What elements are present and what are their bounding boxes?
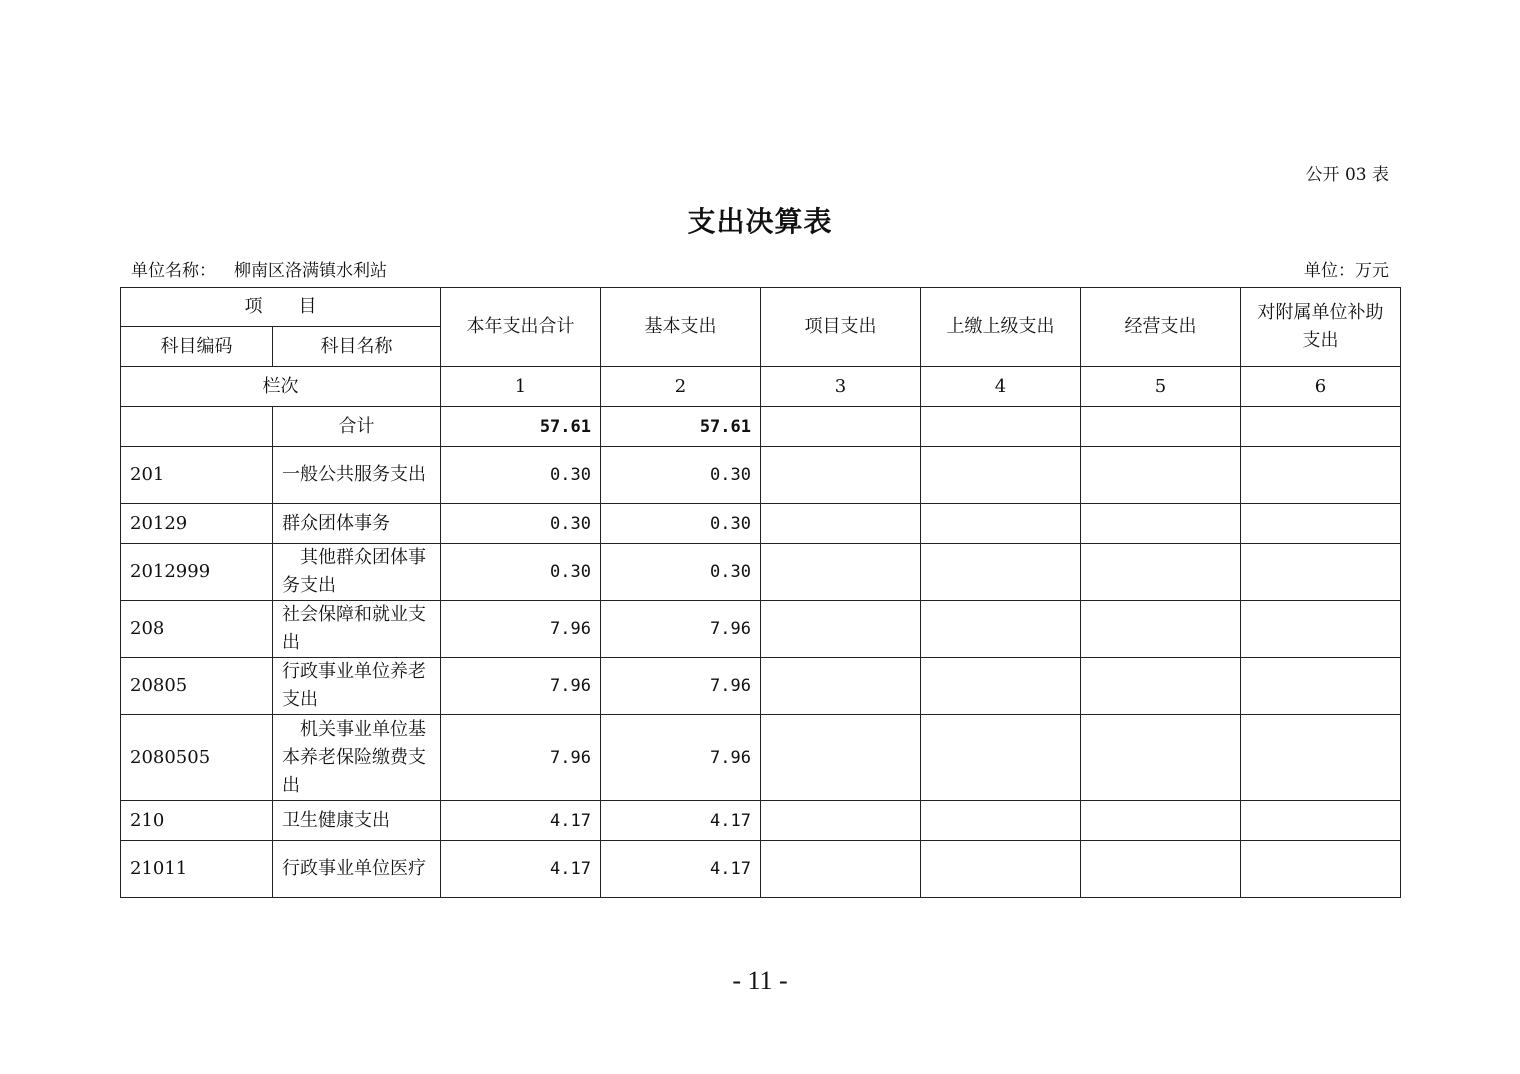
header-project: 项目支出: [761, 288, 921, 367]
empty-cell: [1241, 658, 1401, 715]
total-amount: 57.61: [441, 407, 601, 447]
header-business: 经营支出: [1081, 288, 1241, 367]
empty-cell: [921, 407, 1081, 447]
row-name: 社会保障和就业支出: [273, 601, 441, 658]
col-num: 4: [921, 367, 1081, 407]
row-basic: 0.30: [601, 544, 761, 601]
empty-cell: [1081, 801, 1241, 841]
empty-cell: [761, 658, 921, 715]
unit-name-label: 单位名称：: [131, 261, 216, 281]
row-basic: 7.96: [601, 658, 761, 715]
header-code: 科目编码: [121, 327, 273, 367]
unit-name: [131, 256, 387, 281]
empty-cell: [921, 801, 1081, 841]
total-basic: 57.61: [601, 407, 761, 447]
money-unit: 单位：万元: [1304, 261, 1389, 281]
empty-cell: [921, 544, 1081, 601]
row-code: 20129: [121, 504, 273, 544]
empty-cell: [921, 841, 1081, 898]
row-basic: 0.30: [601, 447, 761, 504]
empty-cell: [761, 504, 921, 544]
row-total: 7.96: [441, 601, 601, 658]
total-label: 合计: [273, 407, 441, 447]
row-total: 7.96: [441, 658, 601, 715]
empty-cell: [1241, 544, 1401, 601]
row-name: 一般公共服务支出: [273, 447, 441, 504]
empty-cell: [1081, 601, 1241, 658]
row-total: 0.30: [441, 447, 601, 504]
header-basic: 基本支出: [601, 288, 761, 367]
empty-cell: [1241, 715, 1401, 801]
row-basic: 7.96: [601, 601, 761, 658]
empty-cell: [761, 841, 921, 898]
empty-cell: [1081, 715, 1241, 801]
form-number: 公开 03 表: [1305, 165, 1389, 185]
page-number: - 11 -: [732, 966, 788, 995]
table-row: [121, 715, 1401, 801]
empty-cell: [1081, 504, 1241, 544]
empty-cell: [921, 601, 1081, 658]
expenditure-table: [120, 287, 1401, 898]
header-row: [121, 288, 1401, 327]
row-basic: 7.96: [601, 715, 761, 801]
row-code: 208: [121, 601, 273, 658]
row-name: 机关事业单位基本养老保险缴费支出: [273, 715, 441, 801]
empty-cell: [761, 407, 921, 447]
unit-name-value: 柳南区洛满镇水利站: [234, 261, 387, 281]
empty-cell: [1241, 601, 1401, 658]
table-row: [121, 841, 1401, 898]
row-basic: 4.17: [601, 841, 761, 898]
table-row: [121, 658, 1401, 715]
column-index-row: [121, 367, 1401, 407]
empty-cell: [921, 504, 1081, 544]
header-total: 本年支出合计: [441, 288, 601, 367]
empty-cell: [761, 544, 921, 601]
row-total: 0.30: [441, 504, 601, 544]
row-name: 群众团体事务: [273, 504, 441, 544]
empty-cell: [921, 447, 1081, 504]
row-code: 20805: [121, 658, 273, 715]
empty-cell: [761, 601, 921, 658]
empty-cell: [1081, 407, 1241, 447]
empty-cell: [1081, 658, 1241, 715]
empty-cell: [1241, 504, 1401, 544]
table-row: [121, 601, 1401, 658]
row-total: 0.30: [441, 544, 601, 601]
header-remit: 上缴上级支出: [921, 288, 1081, 367]
empty-cell: [1081, 544, 1241, 601]
empty-cell: [921, 715, 1081, 801]
row-basic: 0.30: [601, 504, 761, 544]
row-total: 7.96: [441, 715, 601, 801]
table-row: [121, 544, 1401, 601]
table-row: [121, 504, 1401, 544]
row-name: 行政事业单位养老支出: [273, 658, 441, 715]
row-code: 201: [121, 447, 273, 504]
page-title: 支出决算表: [687, 205, 833, 238]
empty-cell: [761, 715, 921, 801]
row-basic: 4.17: [601, 801, 761, 841]
empty-cell: [761, 447, 921, 504]
empty-cell: [1081, 447, 1241, 504]
empty-cell: [1241, 801, 1401, 841]
col-num: 5: [1081, 367, 1241, 407]
empty-cell: [761, 801, 921, 841]
col-num: 1: [441, 367, 601, 407]
row-name: 卫生健康支出: [273, 801, 441, 841]
row-code: 2080505: [121, 715, 273, 801]
col-num: 6: [1241, 367, 1401, 407]
empty-cell: [1241, 407, 1401, 447]
row-name: 行政事业单位医疗: [273, 841, 441, 898]
total-code: [121, 407, 273, 447]
empty-cell: [1081, 841, 1241, 898]
row-total: 4.17: [441, 801, 601, 841]
header-name: 科目名称: [273, 327, 441, 367]
table-row: [121, 801, 1401, 841]
empty-cell: [921, 658, 1081, 715]
col-label: 栏次: [121, 367, 441, 407]
col-num: 2: [601, 367, 761, 407]
row-code: 210: [121, 801, 273, 841]
empty-cell: [1241, 841, 1401, 898]
empty-cell: [1241, 447, 1401, 504]
table-row: [121, 447, 1401, 504]
col-num: 3: [761, 367, 921, 407]
row-code: 2012999: [121, 544, 273, 601]
header-subsidy: 对附属单位补助支出: [1241, 288, 1401, 367]
header-item: 项 目: [121, 288, 441, 327]
total-row: [121, 407, 1401, 447]
row-name: 其他群众团体事务支出: [273, 544, 441, 601]
row-code: 21011: [121, 841, 273, 898]
row-total: 4.17: [441, 841, 601, 898]
